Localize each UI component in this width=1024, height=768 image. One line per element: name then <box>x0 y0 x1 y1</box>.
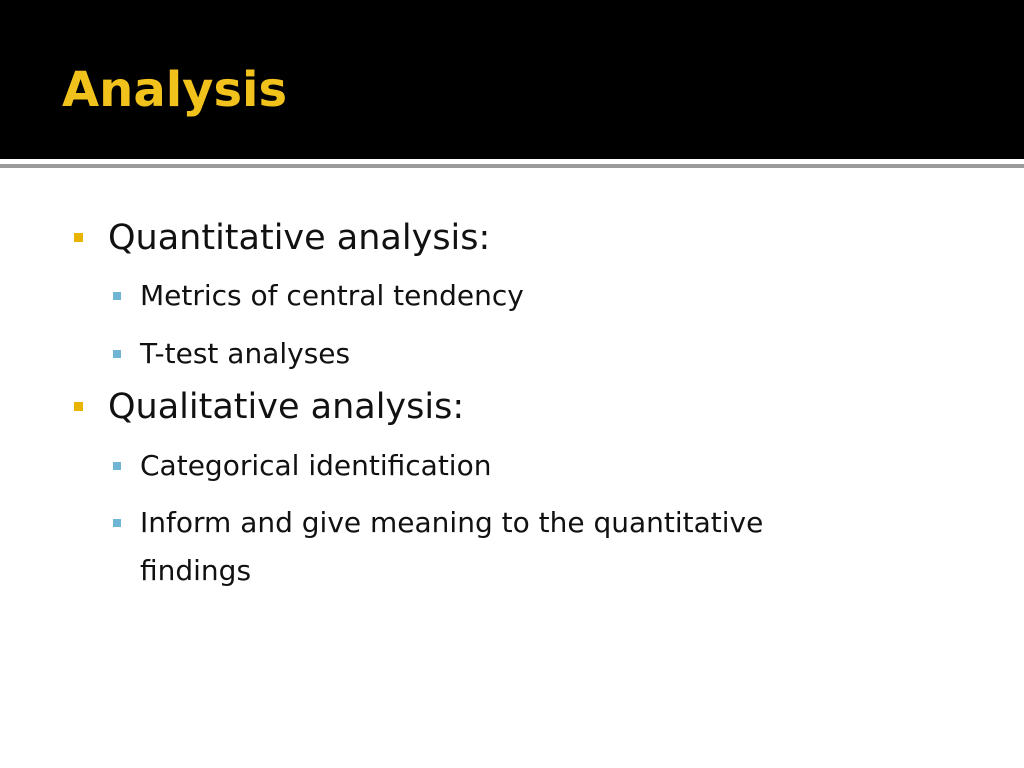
bullet-qualitative-analysis: Qualitative analysis: <box>108 387 465 427</box>
level2-bullet-marker <box>113 292 121 300</box>
level1-bullet-marker <box>74 402 83 411</box>
sub-bullet-categorical: Categorical identification <box>140 449 492 482</box>
level2-bullet-marker <box>113 350 121 358</box>
level2-bullet-marker <box>113 519 121 527</box>
bullet-quantitative-analysis: Quantitative analysis: <box>108 218 491 258</box>
level2-bullet-marker <box>113 462 121 470</box>
sub-bullet-inform-line2: findings <box>140 554 252 587</box>
sub-bullet-ttest: T-test analyses <box>140 337 351 370</box>
sub-bullet-inform-line1: Inform and give meaning to the quantitative <box>140 506 764 539</box>
level1-bullet-marker <box>74 233 83 242</box>
slide-title: Analysis <box>62 62 288 118</box>
sub-bullet-metrics: Metrics of central tendency <box>140 279 524 312</box>
